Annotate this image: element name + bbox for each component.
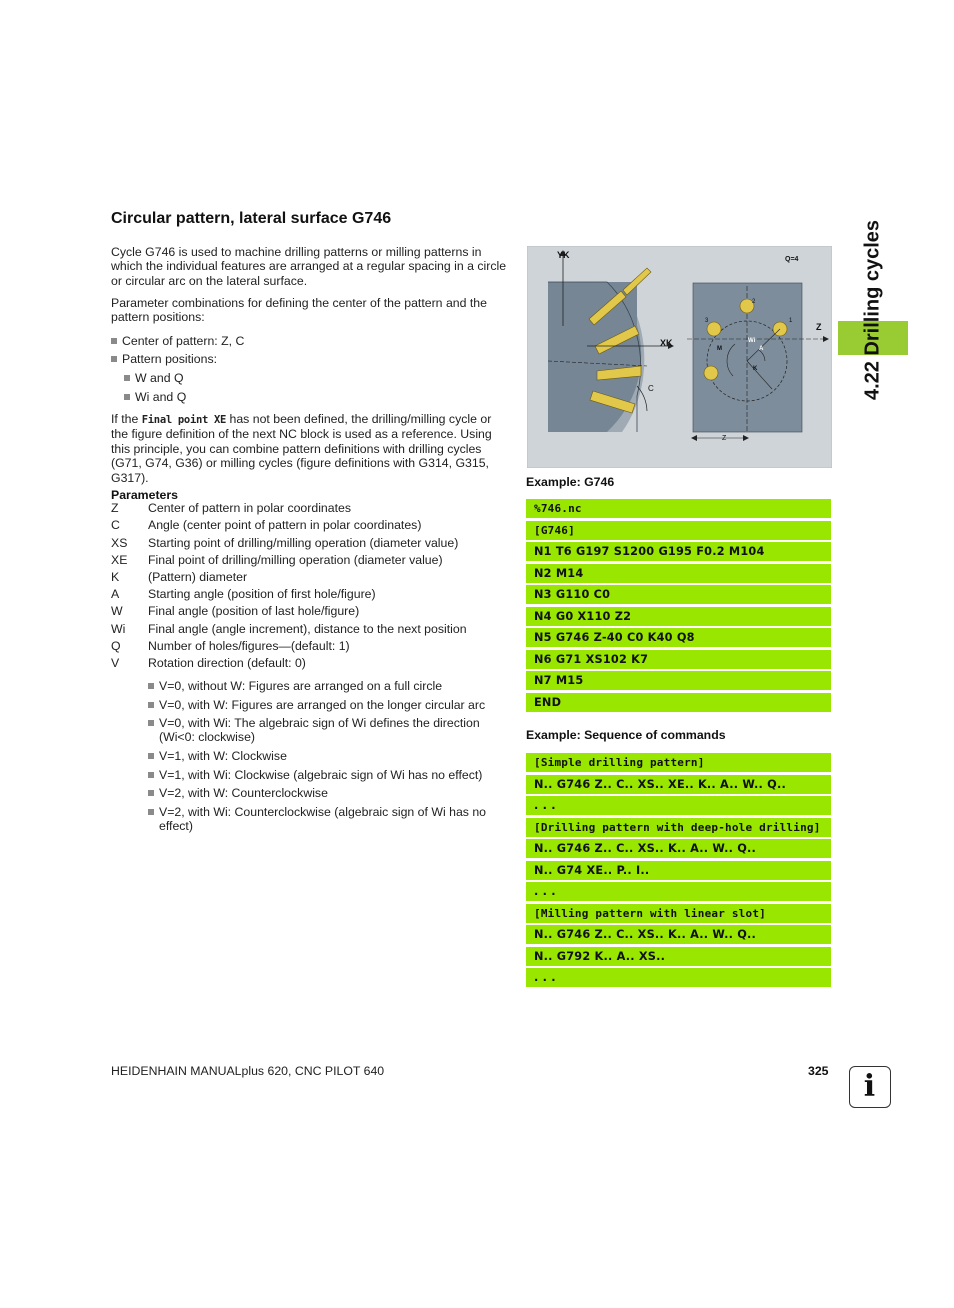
rotation-option: V=1, with W: Clockwise [148,749,508,763]
code-line: END [526,693,831,712]
example-heading-g746: Example: G746 [526,475,615,489]
page-number: 325 [808,1064,829,1078]
code-line: N7 M15 [526,671,831,690]
parameter-row [111,656,511,673]
hole-number-1: 1 [789,318,793,324]
rotation-option: V=0, with Wi: The algebraic sign of Wi defines the direction (Wi<0: clockwise) [148,716,508,744]
code-line: N3 G110 C0 [526,585,831,604]
rotation-option: V=1, with Wi: Clockwise (algebraic sign of Wi has no effect) [148,768,508,782]
code-line: [G746] [526,521,831,540]
code-line: [Simple drilling pattern] [526,753,831,772]
parameter-description: Final angle (position of last hole/figure) [148,604,360,618]
bullet-square-icon [124,394,130,400]
intro-paragraph-3: If the Final point XE has not been defined, the drilling/milling cycle or the figure definition of the next NC block is used as a reference. Using this principle, you can combine pattern definitions with drilling cycles (G71, G74, G36) or milling cycles (figure definitions with G314, G315, G317). [111,412,492,485]
code-line: [Drilling pattern with deep-hole drilling] [526,818,831,837]
code-line: N4 G0 X110 Z2 [526,607,831,626]
bullet-positions: Pattern positions: [111,352,217,366]
parameter-description: Final angle (angle increment), distance to the next position [148,622,467,636]
bullet-square-icon [148,702,154,708]
parameter-key: A [111,587,120,601]
parameter-description: Center of pattern in polar coordinates [148,501,352,515]
pattern-figure [527,246,832,468]
code-line: N.. G792 K.. A.. XS.. [526,947,831,966]
intro-paragraph-1: Cycle G746 is used to machine drilling patterns or milling patterns in which the individual features are arranged at a regular spacing in a circle or circular arc on the lateral surface. [111,245,507,288]
angle-label-c: C [648,384,654,393]
intro-paragraph-2: Parameter combinations for defining the center of the pattern and the pattern positions: [111,296,487,325]
rotation-option: V=0, with W: Figures are arranged on the longer circular arc [148,698,508,712]
bullet-square-icon [111,338,117,344]
parameter-key: XE [111,553,128,567]
axis-label-xk: XK [660,338,673,348]
parameters-heading: Parameters [111,488,178,502]
code-line: N.. G746 Z.. C.. XS.. XE.. K.. A.. W.. Q.. [526,775,831,794]
parameter-row [111,587,511,604]
parameter-description: (Pattern) diameter [148,570,248,584]
parameter-key: K [111,570,120,584]
bullet-center: Center of pattern: Z, C [111,334,244,348]
bullet-square-icon [124,375,130,381]
footer-text: HEIDENHAIN MANUALplus 620, CNC PILOT 640 [111,1064,385,1078]
figure-label-wi: Wi [748,338,756,344]
code-line: N5 G746 Z-40 C0 K40 Q8 [526,628,831,647]
code-line: [Milling pattern with linear slot] [526,904,831,923]
parameter-row [111,501,511,518]
example-heading-sequence: Example: Sequence of commands [526,728,726,742]
parameter-key: Q [111,639,121,653]
code-line: N.. G746 Z.. C.. XS.. K.. A.. W.. Q.. [526,839,831,858]
code-line: N.. G74 XE.. P.. I.. [526,861,831,880]
sub-bullet-w-q: W and Q [124,371,184,385]
axis-label-z: Z [816,322,822,332]
parameter-description: Starting point of drilling/milling operation (diameter value) [148,536,459,550]
parameter-row [111,570,511,587]
parameter-row [111,622,511,639]
code-line: N6 G71 XS102 K7 [526,650,831,669]
parameter-key: Wi [111,622,126,636]
parameter-key: Z [111,501,119,515]
code-line: . . . [526,882,831,901]
code-line: . . . [526,796,831,815]
rotation-option: V=2, with W: Counterclockwise [148,786,508,800]
parameter-row [111,639,511,656]
figure-label-m: M [717,346,722,352]
code-line: N2 M14 [526,564,831,583]
figure-label-k: K [753,366,758,372]
parameter-key: C [111,518,120,532]
parameter-description: Final point of drilling/milling operation (diameter value) [148,553,443,567]
rotation-option: V=2, with Wi: Counterclockwise (algebraic sign of Wi has no effect) [148,805,508,833]
inline-code: Final point XE [141,414,227,426]
bullet-square-icon [148,683,154,689]
bullet-square-icon [148,720,154,726]
bullet-square-icon [148,809,154,815]
parameter-description: Rotation direction (default: 0) [148,656,306,670]
bullet-square-icon [148,790,154,796]
parameter-row [111,604,511,621]
bullet-square-icon [148,753,154,759]
info-icon: i [849,1066,891,1108]
hole-number-3: 3 [705,318,709,324]
parameter-row [111,518,511,535]
parameter-description: Starting angle (position of first hole/figure) [148,587,376,601]
code-line: %746.nc [526,499,831,518]
code-line: . . . [526,968,831,987]
code-line: N.. G746 Z.. C.. XS.. K.. A.. W.. Q.. [526,925,831,944]
sub-bullet-wi-q: Wi and Q [124,390,186,404]
parameter-key: XS [111,536,128,550]
figure-label-q: Q=4 [785,256,799,263]
parameter-description: Angle (center point of pattern in polar coordinates) [148,518,422,532]
bullet-square-icon [111,356,117,362]
chapter-title: 4.22 Drilling cycles [861,219,884,401]
parameter-key: W [111,604,123,618]
rotation-option: V=0, without W: Figures are arranged on a full circle [148,679,508,693]
hole-number-2: 2 [752,299,756,305]
figure-label-a: A [759,346,764,352]
bullet-square-icon [148,772,154,778]
code-line: N1 T6 G197 S1200 G195 F0.2 M104 [526,542,831,561]
parameter-row [111,553,511,570]
parameter-description: Number of holes/figures—(default: 1) [148,639,350,653]
parameter-row [111,536,511,553]
dimension-label-z: Z [722,435,727,442]
parameter-key: V [111,656,120,670]
section-title: Circular pattern, lateral surface G746 [111,210,392,227]
axis-label-yk: YK [557,250,570,260]
